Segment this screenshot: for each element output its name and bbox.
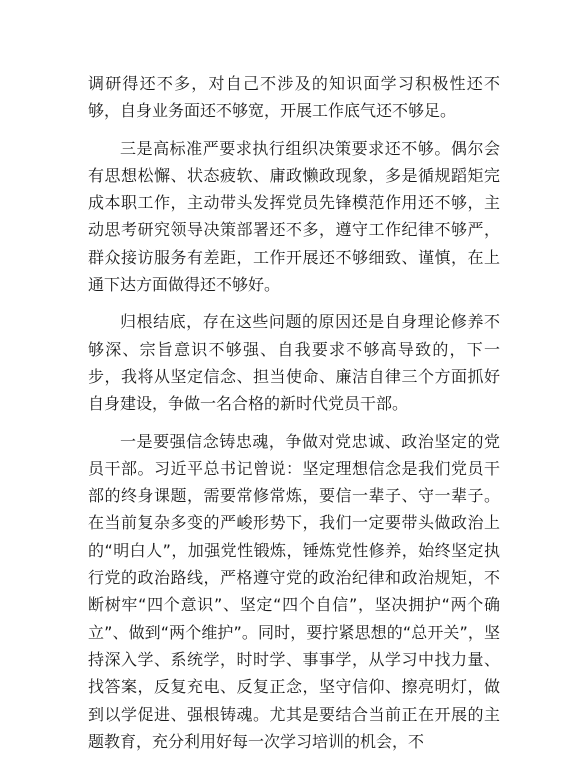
- paragraph-root-cause: 归根结底，存在这些问题的原因还是自身理论修养不够深、宗旨意识不够强、自我要求不够高导致的，下一步，我将从坚定信念、担当使命、廉洁自律三个方面抓好自身建设，争做一名合格的新时代党员干部。: [88, 312, 500, 414]
- paragraph-continuation: 调研得还不多，对自己不涉及的知识面学习积极性还不够，自身业务面还不够宽，开展工作底气还不够足。: [88, 74, 500, 121]
- document-body: [88, 70, 500, 755]
- paragraph-point-three: 三是高标准严要求执行组织决策要求还不够。偶尔会有思想松懈、状态疲软、庸政懒政现象，多是循规蹈矩完成本职工作，主动带头发挥党员先锋模范作用还不够，主动思考研究领导决策部署还不多，遵守工作纪律不够严，群众接访服务有差距，工作开展还不够细致、谨慎，在上通下达方面做得还不够好。: [88, 138, 500, 295]
- paragraph-point-one: 一是要强信念铸忠魂，争做对党忠诚、政治坚定的党员干部。习近平总书记曾说：坚定理想信念是我们党员干部的终身课题，需要常修常炼，要信一辈子、守一辈子。在当前复杂多变的严峻形势下，我们一定要带头做政治上的“明白人”，加强党性锻炼，锤炼党性修养，始终坚定执行党的政治路线，严格遵守党的政治纪律和政治规矩，不断树牢“四个意识”、坚定“四个自信”，坚决拥护“两个确立”、做到“两个维护”。同时，要拧紧思想的“总开关”，坚持深入学、系统学，时时学、事事学，从学习中找力量、找答案，反复充电、反复正念，坚守信仰、擦亮明灯，做到以学促进、强根铸魂。尤其是要结合当前正在开展的主题教育，充分利用好每一次学习培训的机会，不: [88, 431, 500, 751]
